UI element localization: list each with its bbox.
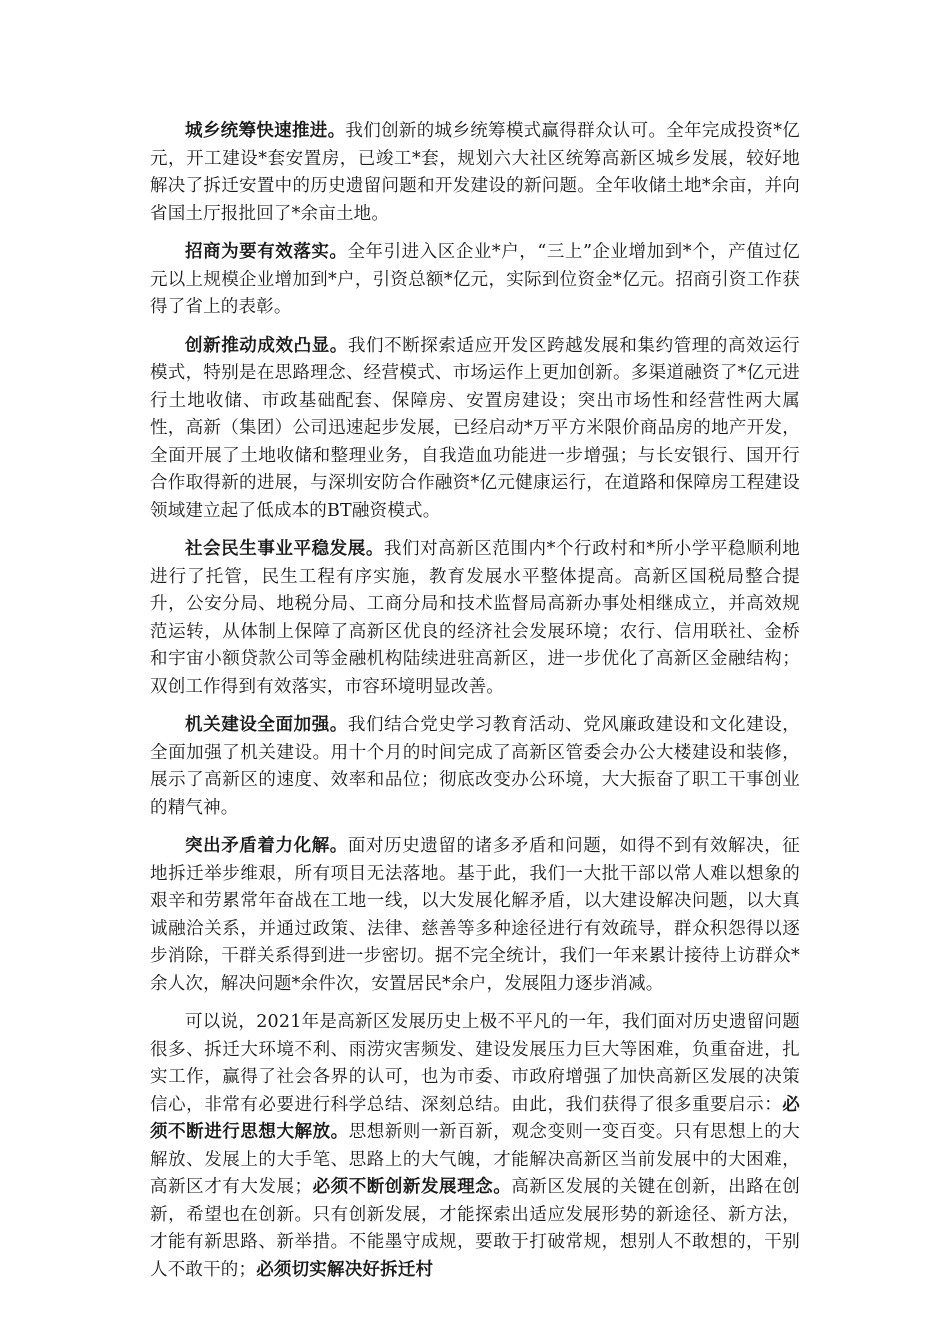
paragraph-urban-rural — [150, 118, 800, 228]
paragraph-lead: 突出矛盾着力化解。 — [185, 836, 348, 856]
paragraph-body: 我们结合党史学习教育活动、党风廉政建设和文化建设，全面加强了机关建设。用十个月的时间完成了高新区管委会办公大楼建设和装修，展示了高新区的速度、效率和品位；彻底改变办公环境，大大振奋了职工干事创业的精气神。 — [150, 715, 800, 818]
paragraph-lead: 创新推动成效凸显。 — [185, 335, 348, 356]
paragraph-body: 我们对高新区范围内*个行政村和*所小学平稳顺利地进行了托管，民生工程有序实施，教育发展水平整体提高。高新区国税局整合提升，公安分局、地税分局、工商分局和技术监督局高新办事处相继成立，并高效规范运转，从体制上保障了高新区优良的经济社会发展环境；农行、信用联社、金桥和宇宙小额贷款公司等金融机构陆续进驻高新区，进一步优化了高新区金融结构；双创工作得到有效落实，市容环境明显改善。 — [150, 539, 800, 697]
closing-key-point: 必须切实解决好拆迁村 — [256, 1259, 434, 1280]
closing-text: 可以说，2021年是高新区发展历史上极不平凡的一年，我们面对历史遗留问题很多、拆迁大环境不利、雨涝灾害频发、建设发展压力巨大等困难，负重奋进，扎实工作，赢得了社会各界的认可，也为市委、市政府增强了加快高新区发展的决策信心，非常有必要进行科学总结、深刻总结。由此，我们获得了很多重要启示： — [150, 1012, 800, 1115]
paragraph-innovation — [150, 333, 800, 526]
paragraph-lead: 机关建设全面加强。 — [185, 715, 348, 735]
paragraph-body: 全年引进入区企业*户，“三上”企业增加到*个，产值过亿元以上规模企业增加到*户，引资总额*亿元，实际到位资金*亿元。招商引资工作获得了省上的表彰。 — [150, 242, 800, 317]
paragraph-closing — [150, 1009, 800, 1284]
closing-key-point: 必须不断进行思想大解放。 — [150, 1094, 800, 1142]
paragraph-lead: 社会民生事业平稳发展。 — [185, 539, 384, 559]
paragraph-organ-building — [150, 712, 800, 822]
closing-text: 高新区发展的关键在创新，出路在创新，希望也在创新。只有创新发展，才能探索出适应发展形势的新途径、新方法，才能有新思路、新举措。不能墨守成规，要敢于打破常规，想别人不敢想的，干别人不敢干的； — [150, 1177, 801, 1280]
document-page — [150, 118, 800, 1295]
paragraph-lead: 招商为要有效落实。 — [185, 242, 348, 262]
paragraph-conflict-resolution — [150, 833, 800, 998]
paragraph-social-welfare — [150, 536, 800, 701]
closing-key-point: 必须不断创新发展理念。 — [312, 1177, 512, 1197]
paragraph-lead: 城乡统筹快速推进。 — [185, 121, 346, 141]
closing-text: 思想新则一新百新，观念变则一变百变。只有思想上的大解放、发展上的大手笔、思路上的大气魄，才能解决高新区当前发展中的大困难，高新区才有大发展； — [150, 1122, 801, 1197]
paragraph-body: 面对历史遗留的诸多矛盾和问题，如得不到有效解决，征地拆迁举步维艰，所有项目无法落地。基于此，我们一大批干部以常人难以想象的艰辛和劳累常年奋战在工地一线，以大发展化解矛盾，以大建设解决问题，以大真诚融洽关系，并通过政策、法律、慈善等多种途径进行有效疏导，群众积怨得以逐步消除，干群关系得到进一步密切。据不完全统计，我们一年来累计接待上访群众*余人次，解决问题*余件次，安置居民*余户，发展阻力逐步消减。 — [150, 836, 800, 994]
paragraph-body: 我们不断探索适应开发区跨越发展和集约管理的高效运行模式，特别是在思路理念、经营模式、市场运作上更加创新。多渠道融资了*亿元进行土地收储、市政基础配套、保障房、安置房建设；突出市场性和经营性两大属性，高新（集团）公司迅速起步发展，已经启动*万平方米限价商品房的地产开发，全面开展了土地收储和整理业务，自我造血功能进一步增强；与长安银行、国开行合作取得新的进展，与深圳安防合作融资*亿元健康运行，在道路和保障房工程建设领域建立起了低成本的BT融资模式。 — [150, 335, 800, 521]
paragraph-body: 我们创新的城乡统筹模式赢得群众认可。全年完成投资*亿元，开工建设*套安置房，已竣工*套，规划六大社区统筹高新区城乡发展，较好地解决了拆迁安置中的历史遗留问题和开发建设的新问题。全年收储土地*余亩，并向省国土厅报批回了*余亩土地。 — [150, 121, 800, 224]
paragraph-investment — [150, 239, 800, 322]
